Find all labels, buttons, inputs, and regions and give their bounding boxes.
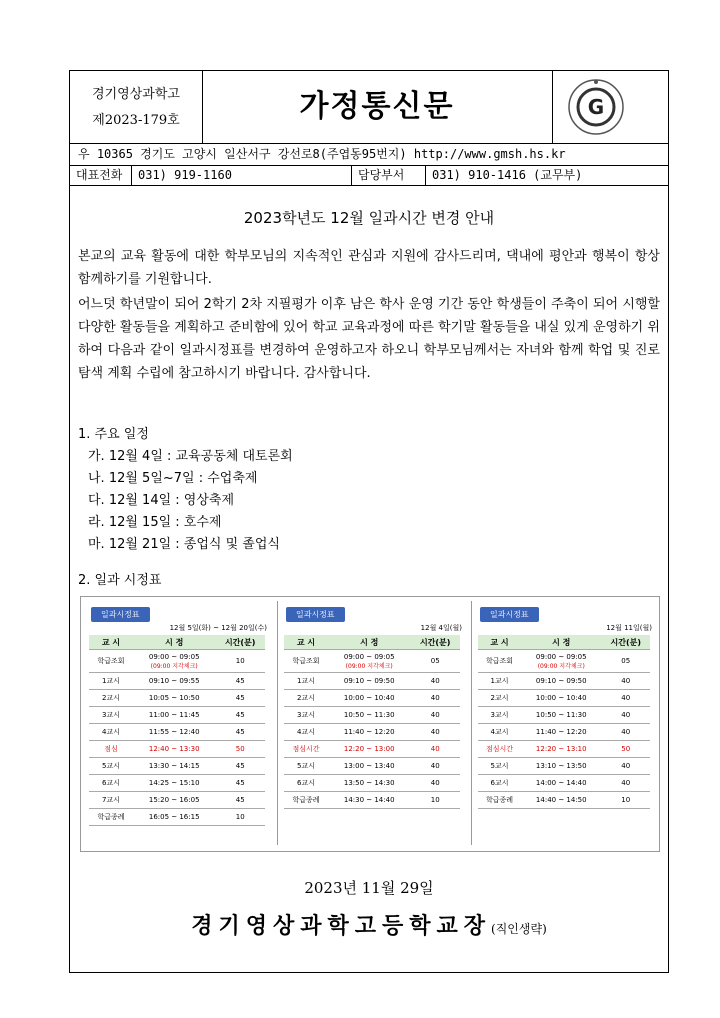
timetable-grid bbox=[89, 635, 265, 826]
timetable-3 bbox=[471, 601, 658, 845]
table-cell bbox=[284, 758, 328, 775]
cell-text: 2교시 bbox=[490, 694, 509, 702]
table-cell bbox=[328, 673, 410, 690]
dept-phone: 031) 910-1416 (교무부) bbox=[432, 168, 583, 182]
logo-mark: G bbox=[587, 95, 605, 119]
cell-text: 09:00 ~ 09:05 bbox=[343, 652, 395, 661]
table-cell bbox=[521, 707, 602, 724]
table-row bbox=[284, 707, 460, 724]
table-cell bbox=[215, 775, 265, 792]
table-row bbox=[284, 673, 460, 690]
column-header: 교 시 bbox=[478, 635, 521, 650]
table-cell bbox=[328, 690, 410, 707]
table-cell bbox=[602, 650, 650, 673]
table-row bbox=[478, 792, 650, 809]
cell-text: 45 bbox=[235, 728, 245, 736]
cell-text: 50 bbox=[235, 745, 245, 753]
table-row bbox=[89, 758, 265, 775]
column-header: 교 시 bbox=[89, 635, 133, 650]
table-cell bbox=[521, 673, 602, 690]
table-row bbox=[478, 673, 650, 690]
table-cell bbox=[215, 650, 265, 673]
cell-text: 13:00 ~ 13:40 bbox=[343, 762, 395, 770]
section-1-heading: 1. 주요 일정 bbox=[78, 427, 149, 442]
cell-text: 16:05 ~ 16:15 bbox=[148, 813, 200, 821]
cell-text: 11:40 ~ 12:20 bbox=[535, 728, 587, 736]
cell-text: 7교시 bbox=[102, 796, 120, 804]
table-cell bbox=[478, 741, 521, 758]
late-check-note: (09:00 지각체크) bbox=[537, 662, 585, 670]
table-cell bbox=[284, 690, 328, 707]
table-cell bbox=[133, 741, 215, 758]
table-cell bbox=[215, 707, 265, 724]
timetable-2 bbox=[277, 601, 468, 845]
schedule-item: 마. 12월 21일 : 종업식 및 졸업식 bbox=[88, 537, 280, 552]
table-cell bbox=[410, 758, 460, 775]
table-cell bbox=[89, 758, 133, 775]
cell-text: 6교시 bbox=[297, 779, 315, 787]
timetable-grid bbox=[284, 635, 460, 809]
cell-text: 14:25 ~ 15:10 bbox=[148, 779, 200, 787]
table-cell bbox=[410, 650, 460, 673]
column-header: 시간(분) bbox=[410, 635, 460, 650]
cell-text: 5교시 bbox=[490, 762, 509, 770]
table-cell bbox=[133, 690, 215, 707]
cell-text: 45 bbox=[235, 694, 245, 702]
cell-text: 6교시 bbox=[102, 779, 120, 787]
cell-text: 45 bbox=[235, 796, 245, 804]
table-cell bbox=[284, 775, 328, 792]
cell-text: 09:00 ~ 09:05 bbox=[148, 652, 200, 661]
column-header: 시 정 bbox=[521, 635, 602, 650]
timetable-panel bbox=[80, 596, 660, 852]
table-cell bbox=[328, 741, 410, 758]
cell-text: 50 bbox=[621, 745, 631, 753]
timetable-period: 12월 5일(화) ~ 12월 20일(수) bbox=[169, 624, 267, 632]
table-row bbox=[89, 724, 265, 741]
table-cell bbox=[521, 690, 602, 707]
table-cell bbox=[284, 707, 328, 724]
cell-text: 5교시 bbox=[102, 762, 120, 770]
table-cell bbox=[133, 673, 215, 690]
cell-text: 40 bbox=[430, 711, 440, 719]
table-cell bbox=[521, 650, 602, 673]
cell-text: 12:20 ~ 13:00 bbox=[343, 745, 395, 753]
table-cell bbox=[89, 673, 133, 690]
cell-text: 13:10 ~ 13:50 bbox=[535, 762, 587, 770]
table-cell bbox=[215, 724, 265, 741]
signature bbox=[70, 909, 668, 940]
table-cell bbox=[410, 775, 460, 792]
table-cell bbox=[133, 792, 215, 809]
cell-text: 40 bbox=[430, 745, 440, 753]
table-cell bbox=[521, 775, 602, 792]
cell-text: 학급종례 bbox=[485, 796, 514, 804]
table-cell bbox=[410, 690, 460, 707]
table-cell bbox=[478, 775, 521, 792]
school-name: 경기영상과학고 bbox=[92, 87, 180, 102]
table-row bbox=[284, 758, 460, 775]
table-cell bbox=[478, 650, 521, 673]
school-box bbox=[70, 71, 203, 143]
cell-text: 40 bbox=[621, 762, 631, 770]
table-cell bbox=[215, 758, 265, 775]
table-cell bbox=[478, 673, 521, 690]
timetable-period: 12월 4일(월) bbox=[420, 624, 462, 632]
table-cell bbox=[602, 673, 650, 690]
table-cell bbox=[410, 724, 460, 741]
cell-text: 6교시 bbox=[490, 779, 509, 787]
table-row bbox=[89, 673, 265, 690]
timetable-label: 일과시정표 bbox=[286, 607, 345, 622]
table-row bbox=[478, 724, 650, 741]
table-cell bbox=[328, 707, 410, 724]
cell-text: 14:40 ~ 14:50 bbox=[535, 796, 587, 804]
cell-text: 3교시 bbox=[102, 711, 120, 719]
table-cell bbox=[133, 758, 215, 775]
table-cell bbox=[215, 690, 265, 707]
table-cell bbox=[478, 758, 521, 775]
table-row bbox=[284, 690, 460, 707]
rep-phone: 031) 919-1160 bbox=[132, 165, 352, 185]
column-header: 시간(분) bbox=[602, 635, 650, 650]
timetable-period: 12월 11일(월) bbox=[606, 624, 652, 632]
cell-text: 40 bbox=[430, 694, 440, 702]
dept-label: 담당부서 bbox=[352, 165, 426, 185]
cell-text: 40 bbox=[621, 711, 631, 719]
notice-title: 2023학년도 12월 일과시간 변경 안내 bbox=[243, 209, 495, 227]
table-row bbox=[89, 775, 265, 792]
cell-text: 10:05 ~ 10:50 bbox=[148, 694, 200, 702]
cell-text: 14:30 ~ 14:40 bbox=[343, 796, 395, 804]
column-header: 시 정 bbox=[133, 635, 215, 650]
table-cell bbox=[284, 741, 328, 758]
issue-number: 제2023-179호 bbox=[92, 113, 180, 128]
cell-text: 10 bbox=[235, 657, 245, 665]
cell-text: 4교시 bbox=[490, 728, 509, 736]
cell-text: 4교시 bbox=[297, 728, 315, 736]
table-cell bbox=[521, 724, 602, 741]
table-row bbox=[89, 741, 265, 758]
schedule-item: 라. 12월 15일 : 호수제 bbox=[88, 515, 222, 530]
paragraph-2: 어느덧 학년말이 되어 2학기 2차 지필평가 이후 남은 학사 운영 기간 동안 학생들이 주축이 되어 시행할 다양한 활동들을 계획하고 준비함에 있어 학교 교육과정에 따른 학기말 활동들을 내실 있게 운영하기 위하여 다음과 같이 일과시정표를 변경하여 운영하고자 하오니 학부모님께서는 자녀와 함께 학업 및 진로 탐색 계획 수립에 참고하시기 바랍니다. 감사합니다. bbox=[78, 297, 660, 381]
cell-text: 05 bbox=[621, 657, 631, 665]
document-title: 가정통신문 bbox=[202, 71, 553, 143]
table-row bbox=[89, 690, 265, 707]
table-cell bbox=[478, 707, 521, 724]
cell-text: 학급조회 bbox=[292, 657, 320, 665]
cell-text: 05 bbox=[430, 657, 440, 665]
schedule-item: 나. 12월 5일~7일 : 수업축제 bbox=[88, 471, 258, 486]
table-cell bbox=[410, 741, 460, 758]
cell-text: 40 bbox=[621, 728, 631, 736]
seal-omitted-note: (직인생략) bbox=[491, 922, 547, 936]
table-row bbox=[478, 775, 650, 792]
cell-text: 학급조회 bbox=[97, 657, 125, 665]
column-header: 교 시 bbox=[284, 635, 328, 650]
cell-text: 4교시 bbox=[102, 728, 120, 736]
cell-text: 2교시 bbox=[297, 694, 315, 702]
timetable-1 bbox=[83, 601, 273, 845]
cell-text: 점심 bbox=[104, 745, 118, 753]
table-cell bbox=[284, 724, 328, 741]
table-row bbox=[89, 792, 265, 809]
table-cell bbox=[133, 707, 215, 724]
cell-text: 40 bbox=[621, 779, 631, 787]
column-header: 시간(분) bbox=[215, 635, 265, 650]
table-cell bbox=[328, 650, 410, 673]
table-cell bbox=[478, 792, 521, 809]
cell-text: 12:20 ~ 13:10 bbox=[535, 745, 587, 753]
table-cell bbox=[478, 724, 521, 741]
cell-text: 12:40 ~ 13:30 bbox=[148, 745, 200, 753]
cell-text: 10:00 ~ 10:40 bbox=[535, 694, 587, 702]
timetable-grid bbox=[478, 635, 650, 809]
cell-text: 09:10 ~ 09:55 bbox=[148, 677, 200, 685]
table-cell bbox=[328, 775, 410, 792]
table-cell bbox=[215, 809, 265, 826]
table-cell bbox=[215, 673, 265, 690]
table-cell bbox=[328, 758, 410, 775]
table-cell bbox=[602, 758, 650, 775]
cell-text: 10:50 ~ 11:30 bbox=[535, 711, 587, 719]
cell-text: 45 bbox=[235, 762, 245, 770]
cell-text: 1교시 bbox=[102, 677, 120, 685]
table-cell bbox=[602, 775, 650, 792]
document-frame bbox=[69, 70, 669, 973]
table-cell bbox=[478, 690, 521, 707]
table-cell bbox=[521, 741, 602, 758]
schedule-item: 가. 12월 4일 : 교육공동체 대토론회 bbox=[88, 449, 293, 464]
cell-text: 13:30 ~ 14:15 bbox=[148, 762, 200, 770]
school-logo bbox=[560, 77, 632, 137]
table-cell bbox=[89, 775, 133, 792]
cell-text: 학급종례 bbox=[97, 813, 125, 821]
cell-text: 09:00 ~ 09:05 bbox=[535, 652, 587, 661]
principal-name: 경기영상과학고등학교장 bbox=[191, 913, 492, 939]
cell-text: 5교시 bbox=[297, 762, 315, 770]
address: 우 10365 경기도 고양시 일산서구 강선로8(주엽동95번지) http://www.gmsh.hs.kr bbox=[78, 147, 566, 161]
cell-text: 45 bbox=[235, 779, 245, 787]
table-row bbox=[89, 809, 265, 826]
table-cell bbox=[602, 724, 650, 741]
table-cell bbox=[89, 792, 133, 809]
cell-text: 점심시간 bbox=[292, 745, 320, 753]
cell-text: 40 bbox=[430, 728, 440, 736]
cell-text: 11:40 ~ 12:20 bbox=[343, 728, 395, 736]
cell-text: 10 bbox=[430, 796, 440, 804]
late-check-note: (09:00 지각체크) bbox=[345, 662, 393, 670]
table-row bbox=[284, 650, 460, 673]
table-row bbox=[284, 792, 460, 809]
table-cell bbox=[133, 650, 215, 673]
table-row bbox=[478, 707, 650, 724]
cell-text: 1교시 bbox=[490, 677, 509, 685]
issue-date: 2023년 11월 29일 bbox=[304, 879, 434, 897]
timetable-label: 일과시정표 bbox=[480, 607, 539, 622]
table-cell bbox=[215, 792, 265, 809]
table-row bbox=[284, 741, 460, 758]
table-row bbox=[89, 650, 265, 673]
cell-text: 09:10 ~ 09:50 bbox=[343, 677, 395, 685]
cell-text: 학급조회 bbox=[485, 657, 514, 665]
cell-text: 09:10 ~ 09:50 bbox=[535, 677, 587, 685]
table-row bbox=[89, 707, 265, 724]
table-cell bbox=[89, 650, 133, 673]
cell-text: 15:20 ~ 16:05 bbox=[148, 796, 200, 804]
header bbox=[70, 71, 668, 144]
rep-phone-label: 대표전화 bbox=[70, 165, 132, 185]
table-cell bbox=[602, 707, 650, 724]
table-cell bbox=[133, 724, 215, 741]
table-cell bbox=[133, 809, 215, 826]
table-row bbox=[478, 741, 650, 758]
cell-text: 40 bbox=[621, 677, 631, 685]
cell-text: 13:50 ~ 14:30 bbox=[343, 779, 395, 787]
table-cell bbox=[410, 792, 460, 809]
cell-text: 45 bbox=[235, 711, 245, 719]
table-cell bbox=[133, 775, 215, 792]
table-cell bbox=[215, 741, 265, 758]
table-cell bbox=[284, 650, 328, 673]
table-row bbox=[478, 690, 650, 707]
table-row bbox=[478, 650, 650, 673]
cell-text: 40 bbox=[430, 779, 440, 787]
cell-text: 1교시 bbox=[297, 677, 315, 685]
table-cell bbox=[521, 792, 602, 809]
table-cell bbox=[89, 707, 133, 724]
table-cell bbox=[328, 724, 410, 741]
schedule-item: 다. 12월 14일 : 영상축제 bbox=[88, 493, 235, 508]
cell-text: 40 bbox=[430, 762, 440, 770]
table-cell bbox=[89, 741, 133, 758]
cell-text: 40 bbox=[621, 694, 631, 702]
table-row bbox=[478, 758, 650, 775]
column-header: 시 정 bbox=[328, 635, 410, 650]
table-cell bbox=[328, 792, 410, 809]
cell-text: 3교시 bbox=[490, 711, 509, 719]
table-cell bbox=[89, 690, 133, 707]
table-cell bbox=[410, 673, 460, 690]
timetable-label: 일과시정표 bbox=[91, 607, 150, 622]
paragraph-1: 본교의 교육 활동에 대한 학부모님의 지속적인 관심과 지원에 감사드리며, 댁내에 평안과 행복이 항상 함께하기를 기원합니다. bbox=[78, 249, 660, 287]
table-cell bbox=[521, 758, 602, 775]
cell-text: 학급종례 bbox=[292, 796, 320, 804]
cell-text: 2교시 bbox=[102, 694, 120, 702]
late-check-note: (09:00 지각체크) bbox=[150, 662, 198, 670]
cell-text: 10 bbox=[621, 796, 631, 804]
table-cell bbox=[89, 724, 133, 741]
cell-text: 11:55 ~ 12:40 bbox=[148, 728, 200, 736]
table-cell bbox=[410, 707, 460, 724]
cell-text: 10:00 ~ 10:40 bbox=[343, 694, 395, 702]
contact-row bbox=[70, 165, 668, 186]
table-row bbox=[284, 724, 460, 741]
table-cell bbox=[89, 809, 133, 826]
cell-text: 10 bbox=[235, 813, 245, 821]
table-row bbox=[284, 775, 460, 792]
cell-text: 점심시간 bbox=[485, 745, 514, 753]
address-row bbox=[70, 143, 668, 166]
table-cell bbox=[602, 690, 650, 707]
cell-text: 10:50 ~ 11:30 bbox=[343, 711, 395, 719]
table-cell bbox=[284, 673, 328, 690]
cell-text: 45 bbox=[235, 677, 245, 685]
cell-text: 14:00 ~ 14:40 bbox=[535, 779, 587, 787]
table-cell bbox=[284, 792, 328, 809]
table-cell bbox=[602, 792, 650, 809]
cell-text: 11:00 ~ 11:45 bbox=[148, 711, 200, 719]
section-2-heading: 2. 일과 시정표 bbox=[78, 573, 162, 588]
cell-text: 40 bbox=[430, 677, 440, 685]
table-cell bbox=[602, 741, 650, 758]
cell-text: 3교시 bbox=[297, 711, 315, 719]
